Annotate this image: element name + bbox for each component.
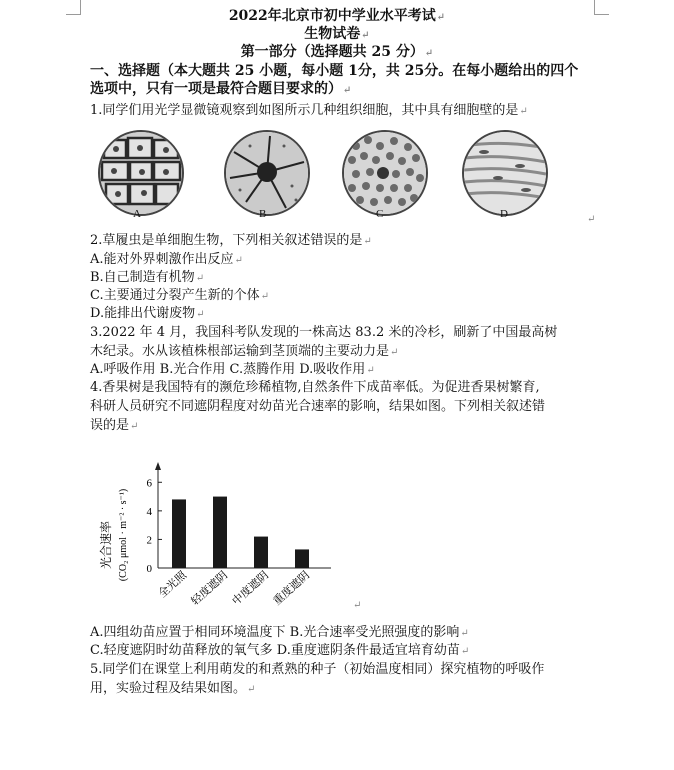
question-4-options-ab: A.四组幼苗应置于相同环境温度下 B.光合速率受光照强度的影响↵ xyxy=(90,625,469,640)
chart-ytick-label: 6 xyxy=(146,477,152,490)
chart-ytick-label: 0 xyxy=(146,563,152,575)
chart-bar-3 xyxy=(254,537,268,568)
micrograph-d-muscle-tissue xyxy=(462,130,548,216)
chart-category-label-1: 全光照 xyxy=(156,569,190,601)
chart-bar-1 xyxy=(172,499,186,568)
chart-bar-4 xyxy=(295,549,309,568)
question-3-line1: 3.2022 年 4 月，我国科考队发现的一株高达 83.2 米的冷杉，刷新了中国最高树 xyxy=(90,325,558,340)
micrograph-label-d: D xyxy=(500,208,508,220)
photosynthesis-bar-chart xyxy=(96,450,336,620)
section-heading-line1: 一、选择题（本大题共 25 小题，每小题 1分，共 25分。在每小题给出的四个 xyxy=(90,63,579,79)
part-heading: 第一部分（选择题共 25 分）↵ xyxy=(240,44,434,60)
question-3-options: A.呼吸作用 B.光合作用 C.蒸腾作用 D.吸收作用↵ xyxy=(90,362,375,377)
chart-bar-2 xyxy=(213,497,227,568)
micrograph-label-c: C xyxy=(376,208,384,220)
question-4-line1: 4.香果树是我国特有的濒危珍稀植物,自然条件下成苗率低。为促进香果树繁育, xyxy=(90,380,540,395)
paragraph-mark: ↵ xyxy=(587,214,596,225)
question-2-option-a: A.能对外界刺激作出反应↵ xyxy=(90,252,243,267)
chart-ytick-label: 4 xyxy=(146,505,152,518)
question-4-line2: 科研人员研究不同遮阴程度对幼苗光合速率的影响，结果如图。下列相关叙述错 xyxy=(90,399,546,414)
question-5-line1: 5.同学们在课堂上利用萌发的和煮熟的种子（初始温度相同）探究植物的呼吸作 xyxy=(90,662,545,677)
micrograph-b-neuron xyxy=(224,130,310,216)
chart-ylabel-line1: 光合速率 xyxy=(99,520,113,570)
micrograph-a-plant-cells xyxy=(98,130,184,216)
section-heading-line2: 选项中，只有一项是最符合题目要求的）↵ xyxy=(90,81,352,97)
question-3-line2: 木纪录。水从该植株根部运输到茎顶端的主要动力是↵ xyxy=(90,344,399,359)
chart-category-label-4: 重度遮阴 xyxy=(271,569,313,608)
chart-category-label-2: 轻度遮阴 xyxy=(189,569,231,608)
question-5-line2: 用，实验过程及结果如图。↵ xyxy=(90,681,256,696)
micrograph-label-a: A xyxy=(133,208,141,220)
question-2-option-d: D.能排出代谢废物↵ xyxy=(90,306,205,321)
question-4-line3: 误的是↵ xyxy=(90,418,139,433)
chart-category-label-3: 中度遮阴 xyxy=(230,569,272,608)
chart-y-axis-arrow xyxy=(155,462,161,470)
exam-title: 2022年北京市初中学业水平考试↵ xyxy=(228,8,446,24)
chart-ylabel-line2: (CO₂ μmol · m⁻² · s⁻¹) xyxy=(118,488,129,582)
paragraph-mark: ↵ xyxy=(353,600,362,611)
micrograph-label-b: B xyxy=(259,208,267,220)
micrograph-c-blood-cells xyxy=(342,130,428,216)
question-2-option-c: C.主要通过分裂产生新的个体↵ xyxy=(90,288,270,303)
question-2-option-b: B.自己制造有机物↵ xyxy=(90,270,205,285)
exam-subtitle: 生物试卷↵ xyxy=(304,26,370,42)
question-4-options-cd: C.轻度遮阴时幼苗释放的氧气多 D.重度遮阴条件最适宜培育幼苗↵ xyxy=(90,643,470,658)
chart-ytick-label: 2 xyxy=(146,534,152,547)
question-1-stem: 1.同学们用光学显微镜观察到如图所示几种组织细胞，其中具有细胞壁的是↵ xyxy=(90,103,528,118)
question-2-stem: 2.草履虫是单细胞生物，下列相关叙述错误的是↵ xyxy=(90,233,372,248)
